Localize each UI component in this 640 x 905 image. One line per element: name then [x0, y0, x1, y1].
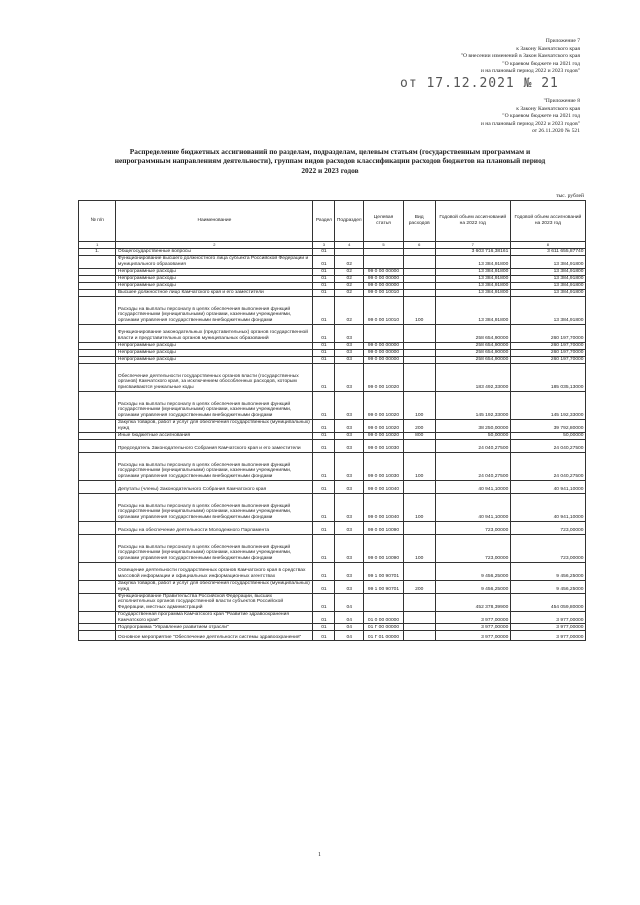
row-target-article: 99 0 00 00000 — [364, 349, 404, 356]
row-expense-type — [403, 562, 435, 580]
row-subsection: 02 — [335, 268, 364, 275]
row-expense-type — [403, 631, 435, 641]
row-amount-2023: 3 611 655,87740 — [510, 248, 585, 255]
table-row — [79, 363, 586, 391]
row-amount-2022: 13 384,91800 — [435, 275, 510, 282]
row-number — [79, 611, 116, 623]
col-header-section: Раздел — [313, 201, 335, 242]
row-target-article: 99 0 00 10020 — [364, 432, 404, 439]
row-amount-2022: 13 384,91800 — [435, 255, 510, 268]
row-name: Депутаты (члены) Законодательного Собрания Камчатского края — [116, 480, 313, 493]
row-section: 01 — [313, 275, 335, 282]
row-subsection — [335, 248, 364, 255]
row-amount-2023: 9 456,25000 — [510, 562, 585, 580]
row-amount-2022: 3 603 716,38161 — [435, 248, 510, 255]
header-second-line: и на плановый период 2022 и 2023 годов" — [480, 120, 580, 127]
row-amount-2023: 454 059,80000 — [510, 593, 585, 611]
row-section: 01 — [313, 439, 335, 452]
row-expense-type — [403, 593, 435, 611]
table-header-row — [79, 201, 586, 242]
row-amount-2023: 50,00000 — [510, 432, 585, 439]
page-number: 1 — [318, 852, 321, 858]
row-amount-2022: 13 384,91800 — [435, 282, 510, 289]
table-row — [79, 289, 586, 296]
row-expense-type — [403, 268, 435, 275]
row-amount-2022: 40 941,10000 — [435, 493, 510, 521]
row-subsection: 04 — [335, 624, 364, 631]
row-name: Высшее должностное лицо Камчатского края и его заместители — [116, 289, 313, 296]
row-number — [79, 282, 116, 289]
table-row — [79, 248, 586, 255]
table-row — [79, 439, 586, 452]
row-expense-type: 100 — [403, 493, 435, 521]
table-row — [79, 562, 586, 580]
row-number — [79, 296, 116, 324]
row-subsection: 03 — [335, 356, 364, 363]
row-amount-2023: 24 040,27500 — [510, 439, 585, 452]
row-amount-2023: 723,00000 — [510, 534, 585, 562]
table-row — [79, 631, 586, 641]
col-header-name: Наименование — [116, 201, 313, 242]
row-subsection: 02 — [335, 255, 364, 268]
row-amount-2023: 260 197,70000 — [510, 356, 585, 363]
row-number — [79, 391, 116, 419]
col-header-2023: Годовой объем ассигнований на 2023 год — [510, 201, 585, 242]
row-expense-type — [403, 282, 435, 289]
header-top-line: к Закону Камчатского края — [516, 45, 580, 52]
row-subsection: 04 — [335, 631, 364, 641]
table-row — [79, 480, 586, 493]
table-row — [79, 356, 586, 363]
col-number: 8 — [510, 242, 585, 249]
row-subsection: 03 — [335, 452, 364, 480]
row-number — [79, 580, 116, 593]
row-amount-2023: 13 384,91800 — [510, 296, 585, 324]
row-target-article: 99 0 00 10030 — [364, 452, 404, 480]
row-target-article: 99 0 00 10020 — [364, 391, 404, 419]
row-number — [79, 432, 116, 439]
table-row — [79, 521, 586, 534]
row-name: Закупка товаров, работ и услуг для обеспечения государственных (муниципальных) нужд — [116, 580, 313, 593]
row-target-article: 99 0 00 10020 — [364, 363, 404, 391]
row-expense-type: 100 — [403, 452, 435, 480]
row-subsection: 04 — [335, 593, 364, 611]
row-expense-type: 100 — [403, 296, 435, 324]
header-top-line: "О внесении изменений в Закон Камчатского края — [460, 53, 580, 60]
row-section: 01 — [313, 611, 335, 623]
header-top-line: и на плановый период 2022 и 2023 годов" — [480, 68, 580, 75]
row-number — [79, 593, 116, 611]
row-section: 01 — [313, 534, 335, 562]
row-expense-type — [403, 611, 435, 623]
row-number — [79, 631, 116, 641]
row-name: Иные бюджетные ассигнования — [116, 432, 313, 439]
row-amount-2023: 40 941,10000 — [510, 480, 585, 493]
row-name: Закупка товаров, работ и услуг для обеспечения государственных (муниципальных) нужд — [116, 419, 313, 432]
table-row — [79, 275, 586, 282]
row-amount-2022: 13 384,91800 — [435, 268, 510, 275]
row-expense-type — [403, 356, 435, 363]
col-header-subsection: Подраздел — [335, 201, 364, 242]
row-amount-2022: 38 250,00000 — [435, 419, 510, 432]
row-amount-2023: 40 941,10000 — [510, 493, 585, 521]
row-subsection: 03 — [335, 363, 364, 391]
header-second-line: "Приложение 8 — [543, 98, 580, 104]
row-target-article: 99 0 00 10040 — [364, 493, 404, 521]
row-amount-2022: 723,00000 — [435, 521, 510, 534]
row-subsection: 03 — [335, 580, 364, 593]
header-second-line: к Закону Камчатского края — [516, 105, 580, 112]
row-section: 01 — [313, 363, 335, 391]
row-number — [79, 289, 116, 296]
row-amount-2023: 24 040,27500 — [510, 452, 585, 480]
table-row — [79, 452, 586, 480]
row-amount-2022: 24 040,27500 — [435, 452, 510, 480]
row-section: 01 — [313, 419, 335, 432]
row-subsection: 03 — [335, 493, 364, 521]
appendix-8-header — [481, 98, 580, 136]
table-row — [79, 324, 586, 342]
row-subsection: 03 — [335, 521, 364, 534]
row-subsection: 02 — [335, 275, 364, 282]
row-target-article: 99 0 00 00000 — [364, 268, 404, 275]
row-name: Расходы на выплаты персоналу в целях обеспечения выполнения функций государственными (муниципальными) органами, казенными учреждениями, органами управления государственными внебюджетными фондами — [116, 452, 313, 480]
document-title: Распределение бюджетных ассигнований по разделам, подразделам, целевым статьям (государственным программам и непрограммным направлениям деятельности), группам видов расходов классификации расходов бюджетов на плановый период 2022 и 2023 годов — [114, 147, 546, 175]
row-section: 01 — [313, 580, 335, 593]
table-row — [79, 593, 586, 611]
table-row — [79, 268, 586, 275]
row-amount-2023: 3 977,00000 — [510, 624, 585, 631]
row-name: Расходы на выплаты персоналу в целях обеспечения выполнения функций государственными (муниципальными) органами, казенными учреждениями, органами управления государственными внебюджетными фондами — [116, 391, 313, 419]
col-number: 4 — [335, 242, 364, 249]
row-subsection: 03 — [335, 480, 364, 493]
row-number — [79, 534, 116, 562]
row-target-article — [364, 248, 404, 255]
row-subsection: 03 — [335, 439, 364, 452]
row-target-article: 99 0 00 00000 — [364, 282, 404, 289]
row-amount-2022: 3 977,00000 — [435, 624, 510, 631]
row-target-article: 01 Г 00 00000 — [364, 624, 404, 631]
row-target-article — [364, 255, 404, 268]
row-expense-type: 200 — [403, 419, 435, 432]
row-number — [79, 363, 116, 391]
row-section: 01 — [313, 282, 335, 289]
row-name: Функционирование Правительства Российской Федерации, высших исполнительных органов государственной власти субъектов Российской Федерации, местных администраций — [116, 593, 313, 611]
row-expense-type — [403, 480, 435, 493]
row-target-article: 99 0 00 00000 — [364, 342, 404, 349]
row-name: Освещение деятельности государственных органов Камчатского края в средствах массовой информации и официальных информационных агентствах — [116, 562, 313, 580]
row-expense-type — [403, 349, 435, 356]
row-subsection: 03 — [335, 562, 364, 580]
row-section: 01 — [313, 562, 335, 580]
row-target-article: 99 0 00 10010 — [364, 289, 404, 296]
row-name: Обеспечение деятельности государственных органов власти (государственных органов) Камчатского края, за исключением обособленных расходов, которым присваиваются уникальные коды — [116, 363, 313, 391]
row-target-article: 01 Г 01 00000 — [364, 631, 404, 641]
row-subsection: 03 — [335, 534, 364, 562]
row-subsection: 03 — [335, 324, 364, 342]
row-section: 01 — [313, 432, 335, 439]
row-number — [79, 324, 116, 342]
row-name: Непрограммные расходы — [116, 349, 313, 356]
row-section: 01 — [313, 248, 335, 255]
row-subsection: 04 — [335, 611, 364, 623]
table-row — [79, 534, 586, 562]
row-amount-2023: 39 792,80000 — [510, 419, 585, 432]
row-number — [79, 275, 116, 282]
date-number-stamp: от 17.12.2021 № 21 — [400, 76, 559, 91]
table-row — [79, 419, 586, 432]
row-target-article: 99 0 00 10090 — [364, 534, 404, 562]
row-amount-2022: 40 941,10000 — [435, 480, 510, 493]
row-amount-2022: 9 456,25000 — [435, 580, 510, 593]
row-section: 01 — [313, 255, 335, 268]
col-header-expense-type: Вид расходов — [403, 201, 435, 242]
header-top-line: "О краевом бюджете на 2021 год — [502, 60, 580, 67]
row-amount-2022: 3 977,00000 — [435, 631, 510, 641]
row-number — [79, 419, 116, 432]
row-amount-2023: 13 384,91800 — [510, 255, 585, 268]
row-amount-2023: 260 197,70000 — [510, 324, 585, 342]
row-target-article: 99 0 00 10040 — [364, 480, 404, 493]
row-amount-2023: 3 977,00000 — [510, 611, 585, 623]
col-number: 3 — [313, 242, 335, 249]
row-section: 01 — [313, 289, 335, 296]
row-amount-2023: 260 197,70000 — [510, 349, 585, 356]
row-target-article: 99 0 00 10020 — [364, 419, 404, 432]
row-target-article: 99 0 00 10010 — [364, 296, 404, 324]
col-number: 6 — [403, 242, 435, 249]
row-name: Функционирование высшего должностного лица субъекта Российской Федерации и муниципального образования — [116, 255, 313, 268]
table-row — [79, 611, 586, 623]
table-row — [79, 432, 586, 439]
row-name: Расходы на обеспечение деятельности Молодежного Парламента — [116, 521, 313, 534]
row-name: Основное мероприятие "Обеспечение деятельности системы здравоохранения" — [116, 631, 313, 641]
row-subsection: 02 — [335, 282, 364, 289]
row-amount-2022: 452 378,39900 — [435, 593, 510, 611]
row-amount-2022: 258 654,90000 — [435, 356, 510, 363]
row-target-article: 01 0 00 00000 — [364, 611, 404, 623]
row-section: 01 — [313, 342, 335, 349]
row-target-article — [364, 324, 404, 342]
row-subsection: 03 — [335, 391, 364, 419]
header-second-line: "О краевом бюджете на 2021 год — [502, 113, 580, 120]
table-row — [79, 493, 586, 521]
row-section: 01 — [313, 480, 335, 493]
row-amount-2023: 185 035,13000 — [510, 363, 585, 391]
row-section: 01 — [313, 493, 335, 521]
row-amount-2022: 24 040,27500 — [435, 439, 510, 452]
table-row — [79, 580, 586, 593]
row-expense-type — [403, 342, 435, 349]
row-amount-2022: 258 654,90000 — [435, 324, 510, 342]
row-expense-type — [403, 624, 435, 631]
row-number — [79, 493, 116, 521]
col-header-2022: Годовой объем ассигнований на 2022 год — [435, 201, 510, 242]
header-second-line: от 26.11.2020 № 521 — [531, 128, 580, 135]
col-header-target: Целевая статья — [364, 201, 404, 242]
table-row — [79, 342, 586, 349]
row-number — [79, 356, 116, 363]
row-number — [79, 480, 116, 493]
row-name: Непрограммные расходы — [116, 275, 313, 282]
row-name: Общегосударственные вопросы — [116, 248, 313, 255]
row-number — [79, 439, 116, 452]
row-name: Непрограммные расходы — [116, 356, 313, 363]
row-expense-type — [403, 248, 435, 255]
row-amount-2022: 3 977,00000 — [435, 611, 510, 623]
row-section: 01 — [313, 593, 335, 611]
row-section: 01 — [313, 268, 335, 275]
row-expense-type: 100 — [403, 534, 435, 562]
row-target-article: 99 0 00 00000 — [364, 356, 404, 363]
row-number — [79, 452, 116, 480]
row-amount-2022: 13 384,91800 — [435, 296, 510, 324]
row-expense-type — [403, 255, 435, 268]
row-target-article: 99 1 00 90701 — [364, 562, 404, 580]
row-section: 01 — [313, 324, 335, 342]
col-number: 7 — [435, 242, 510, 249]
row-section: 01 — [313, 296, 335, 324]
header-top-line: Приложение 7 — [545, 38, 580, 44]
row-number — [79, 562, 116, 580]
row-expense-type — [403, 324, 435, 342]
row-name: Государственная программа Камчатского края "Развитие здравоохранения Камчатского края" — [116, 611, 313, 623]
row-target-article: 99 0 00 10030 — [364, 439, 404, 452]
col-number: 2 — [116, 242, 313, 249]
row-subsection: 03 — [335, 342, 364, 349]
row-section: 01 — [313, 521, 335, 534]
row-amount-2022: 9 456,25000 — [435, 562, 510, 580]
row-name: Непрограммные расходы — [116, 282, 313, 289]
row-amount-2023: 145 192,33000 — [510, 391, 585, 419]
row-amount-2023: 9 456,25000 — [510, 580, 585, 593]
row-target-article: 99 0 00 00000 — [364, 275, 404, 282]
row-number — [79, 624, 116, 631]
row-section: 01 — [313, 452, 335, 480]
row-name: Расходы на выплаты персоналу в целях обеспечения выполнения функций государственными (муниципальными) органами, казенными учреждениями, органами управления государственными внебюджетными фондами — [116, 296, 313, 324]
table-body — [79, 248, 586, 641]
row-target-article: 99 1 00 90701 — [364, 580, 404, 593]
row-subsection: 02 — [335, 289, 364, 296]
row-number — [79, 268, 116, 275]
row-amount-2023: 13 384,91800 — [510, 289, 585, 296]
col-header-num: № п/п — [79, 201, 116, 242]
row-amount-2023: 13 384,91800 — [510, 275, 585, 282]
col-number: 1 — [79, 242, 116, 249]
budget-table — [78, 200, 586, 641]
row-target-article — [364, 593, 404, 611]
table-row — [79, 255, 586, 268]
row-expense-type — [403, 289, 435, 296]
row-section: 01 — [313, 391, 335, 419]
row-amount-2022: 723,00000 — [435, 534, 510, 562]
row-amount-2022: 50,00000 — [435, 432, 510, 439]
row-number: 1. — [79, 248, 116, 255]
row-expense-type — [403, 439, 435, 452]
row-subsection: 02 — [335, 296, 364, 324]
row-target-article: 99 0 00 10090 — [364, 521, 404, 534]
row-amount-2022: 258 654,90000 — [435, 342, 510, 349]
row-name: Подпрограмма "Управление развитием отрасли" — [116, 624, 313, 631]
appendix-7-header — [461, 38, 580, 76]
row-name: Функционирование законодательных (представительных) органов государственной власти и представительных органов муниципальных образований — [116, 324, 313, 342]
row-expense-type — [403, 275, 435, 282]
row-subsection: 03 — [335, 419, 364, 432]
row-number — [79, 342, 116, 349]
table-row — [79, 282, 586, 289]
row-name: Расходы на выплаты персоналу в целях обеспечения выполнения функций государственными (муниципальными) органами, казенными учреждениями, органами управления государственными внебюджетными фондами — [116, 493, 313, 521]
row-name: Председатель Законодательного Собрания Камчатского края и его заместители — [116, 439, 313, 452]
row-amount-2023: 260 197,70000 — [510, 342, 585, 349]
table-row — [79, 391, 586, 419]
row-expense-type — [403, 363, 435, 391]
row-amount-2022: 13 384,91800 — [435, 289, 510, 296]
row-expense-type: 100 — [403, 391, 435, 419]
row-expense-type — [403, 521, 435, 534]
row-amount-2022: 258 654,90000 — [435, 349, 510, 356]
table-row — [79, 624, 586, 631]
column-number-row — [79, 242, 586, 249]
row-number — [79, 521, 116, 534]
row-expense-type: 800 — [403, 432, 435, 439]
row-amount-2022: 145 192,33000 — [435, 391, 510, 419]
row-subsection: 03 — [335, 432, 364, 439]
row-name: Расходы на выплаты персоналу в целях обеспечения выполнения функций государственными (муниципальными) органами, казенными учреждениями, органами управления государственными внебюджетными фондами — [116, 534, 313, 562]
row-amount-2023: 13 384,91800 — [510, 268, 585, 275]
units-label: тыс. рублей — [556, 193, 584, 199]
row-amount-2023: 13 384,91800 — [510, 282, 585, 289]
row-amount-2023: 3 977,00000 — [510, 631, 585, 641]
row-section: 01 — [313, 624, 335, 631]
row-name: Непрограммные расходы — [116, 268, 313, 275]
row-expense-type: 200 — [403, 580, 435, 593]
table-row — [79, 349, 586, 356]
col-number: 5 — [364, 242, 404, 249]
row-number — [79, 255, 116, 268]
row-section: 01 — [313, 349, 335, 356]
row-amount-2023: 723,00000 — [510, 521, 585, 534]
row-number — [79, 349, 116, 356]
row-name: Непрограммные расходы — [116, 342, 313, 349]
table-row — [79, 296, 586, 324]
row-section: 01 — [313, 356, 335, 363]
row-subsection: 03 — [335, 349, 364, 356]
row-amount-2022: 183 492,33000 — [435, 363, 510, 391]
row-section: 01 — [313, 631, 335, 641]
